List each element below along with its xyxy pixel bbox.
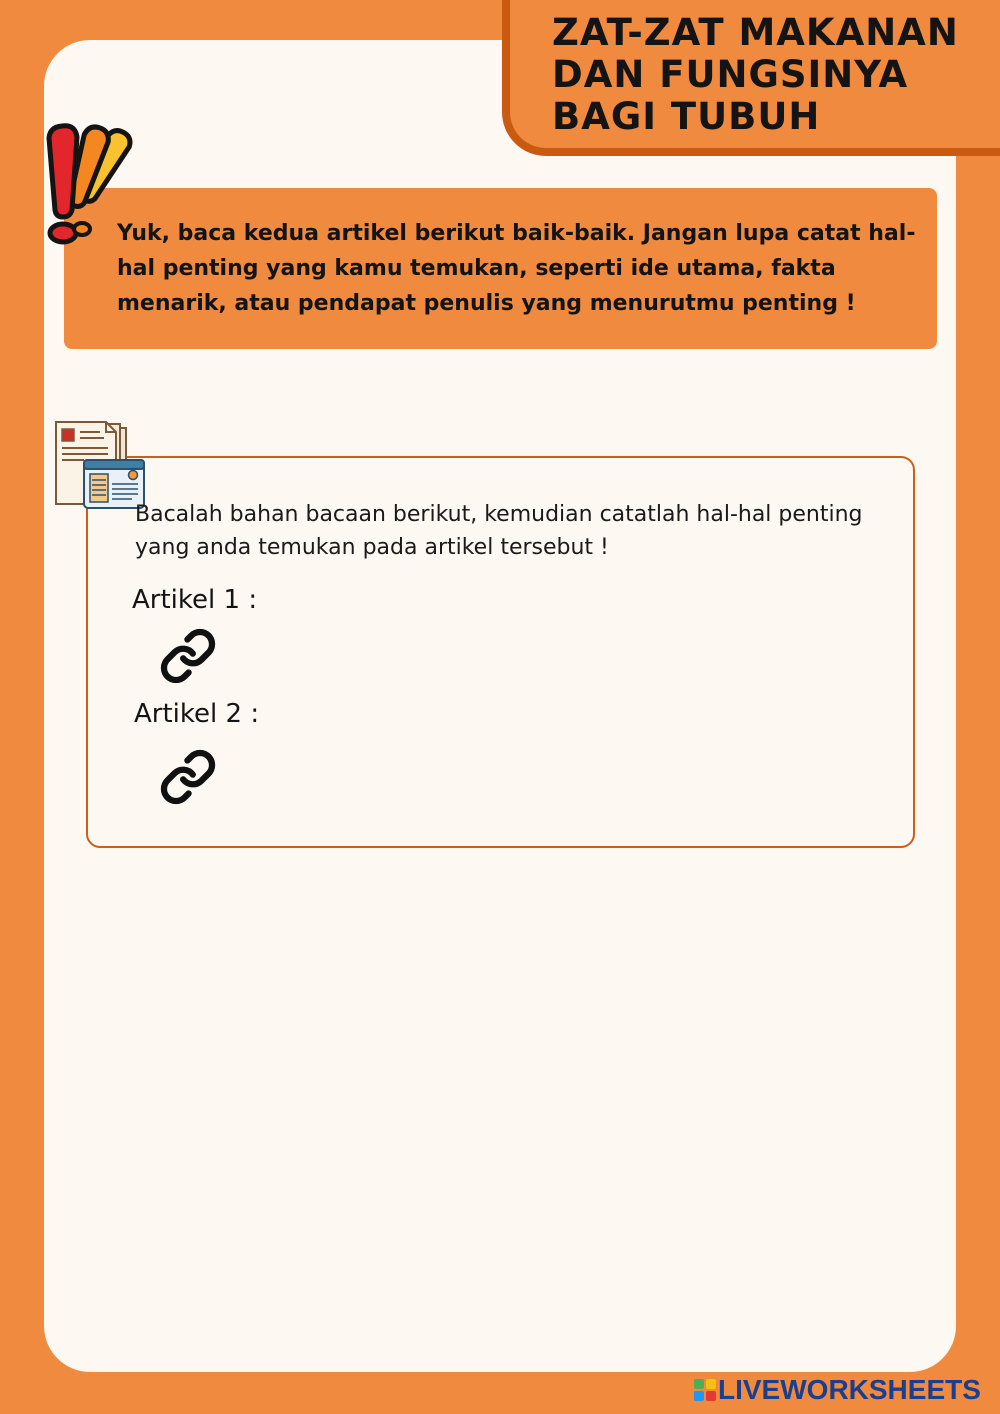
link-icon[interactable] [159, 748, 217, 806]
documents-icon [54, 420, 148, 514]
instruction-text: Yuk, baca kedua artikel berikut baik-baik. Jangan lupa catat hal-hal penting yang kamu temukan, seperti ide utama, fakta menarik, atau pendapat penulis yang menurutmu penting ! [117, 221, 916, 316]
liveworksheets-logo-icon [694, 1379, 716, 1401]
link-icon[interactable] [159, 627, 217, 685]
reading-instruction: Bacalah bahan bacaan berikut, kemudian catatlah hal-hal penting yang anda temukan pada artikel tersebut ! [135, 502, 863, 560]
brand-text: LIVEWORKSHEETS [718, 1374, 981, 1405]
liveworksheets-brand [694, 1374, 981, 1406]
page-title: ZAT-ZAT MAKANAN DAN FUNGSINYA BAGI TUBUH [552, 11, 959, 138]
article-1-label: Artikel 1 : [132, 585, 258, 615]
article-2-label: Artikel 2 : [134, 699, 260, 729]
